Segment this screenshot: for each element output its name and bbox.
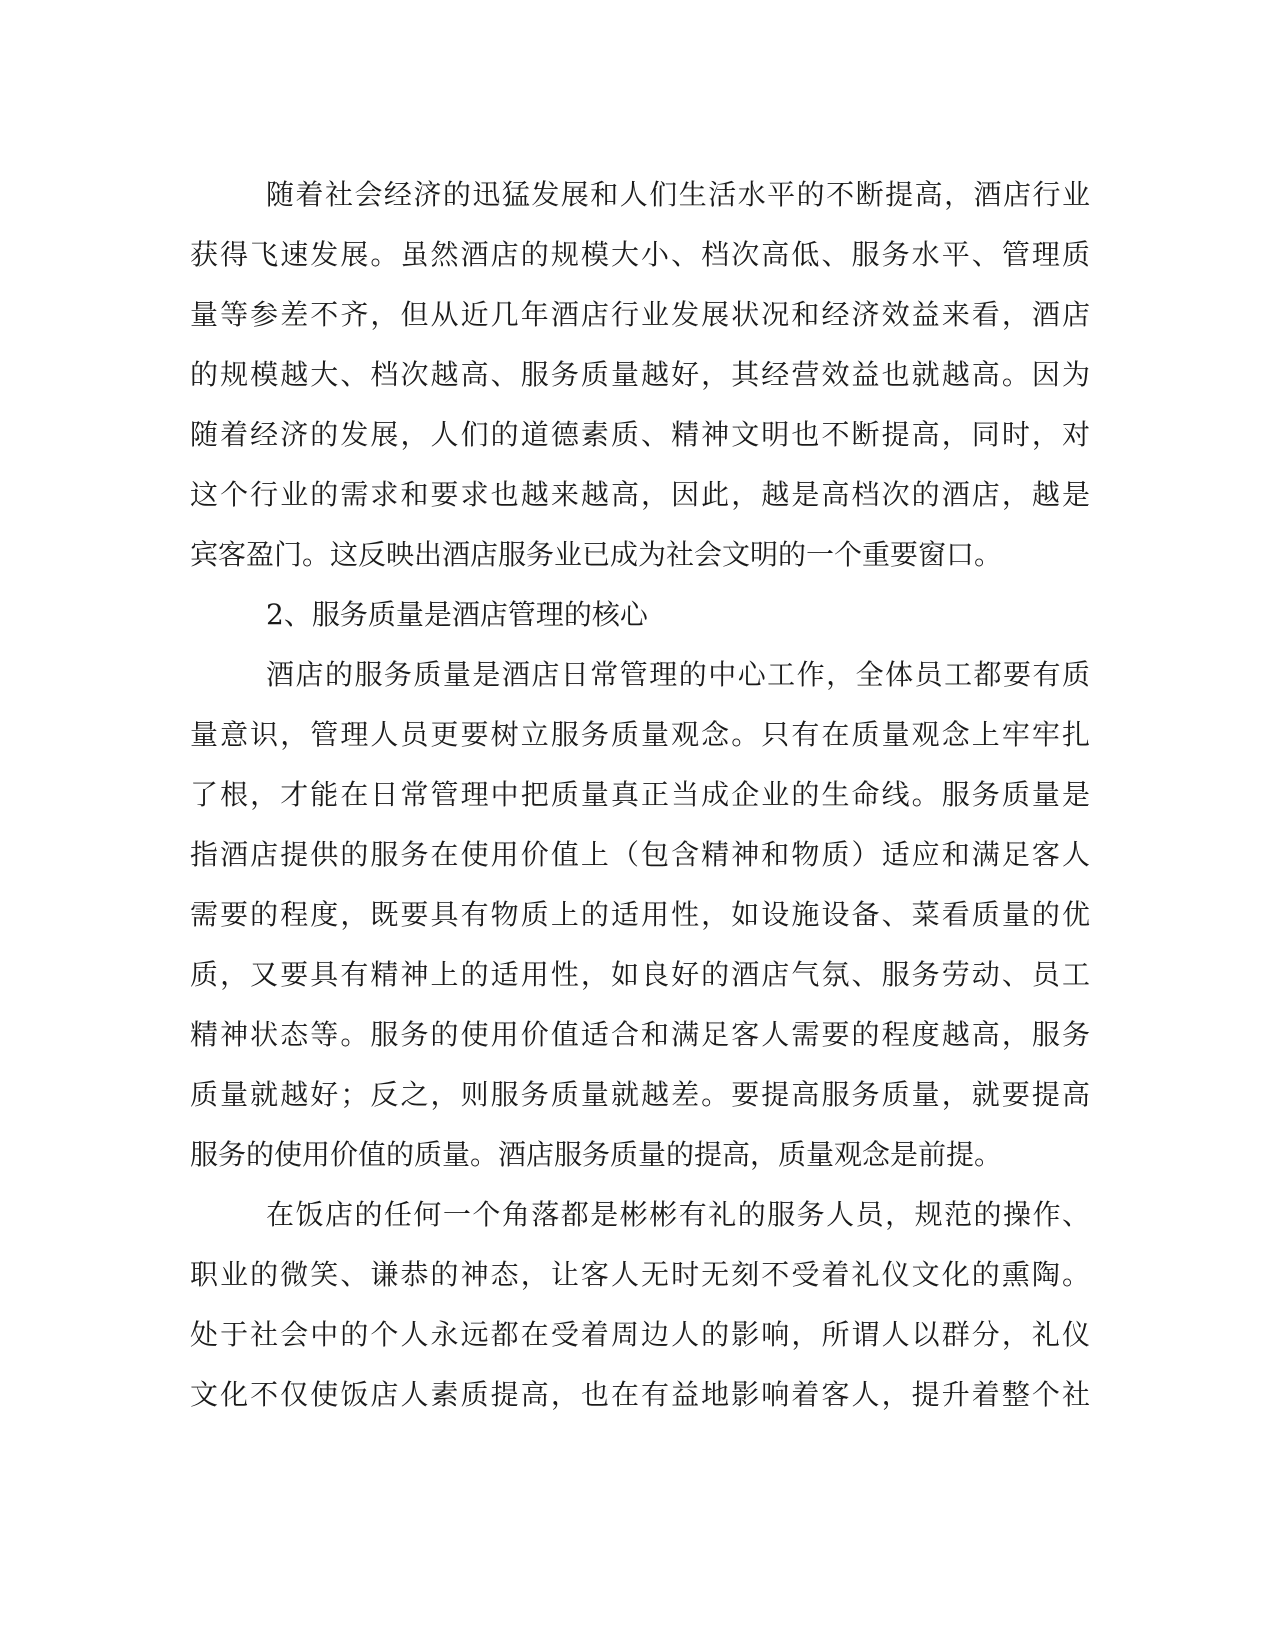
section-heading: 2、服务质量是酒店管理的核心: [266, 598, 648, 631]
paragraph-3-line-4: 文化不仅使饭店人素质提高，也在有益地影响着客人，提升着整个社: [190, 1378, 1090, 1411]
paragraph-2-line-3: 了根，才能在日常管理中把质量真正当成企业的生命线。服务质量是: [190, 778, 1090, 811]
body-text: [190, 165, 1090, 1425]
paragraph-1-line-5: 随着经济的发展，人们的道德素质、精神文明也不断提高，同时，对: [190, 418, 1090, 451]
paragraph-3-line-2: 职业的微笑、谦恭的神态，让客人无时无刻不受着礼仪文化的熏陶。: [190, 1258, 1090, 1291]
paragraph-1-line-2: 获得飞速发展。虽然酒店的规模大小、档次高低、服务水平、管理质: [190, 238, 1090, 271]
paragraph-1-line-7: 宾客盈门。这反映出酒店服务业已成为社会文明的一个重要窗口。: [190, 538, 1003, 571]
paragraph-2-line-6: 质，又要具有精神上的适用性，如良好的酒店气氛、服务劳动、员工: [190, 958, 1090, 991]
paragraph-2-line-2: 量意识，管理人员更要树立服务质量观念。只有在质量观念上牢牢扎: [190, 718, 1090, 751]
paragraph-2-line-8: 质量就越好；反之，则服务质量就越差。要提高服务质量，就要提高: [190, 1078, 1090, 1111]
paragraph-3-line-1: 在饭店的任何一个角落都是彬彬有礼的服务人员，规范的操作、: [266, 1198, 1090, 1231]
paragraph-1-line-6: 这个行业的需求和要求也越来越高，因此，越是高档次的酒店，越是: [190, 478, 1090, 511]
paragraph-2-line-5: 需要的程度，既要具有物质上的适用性，如设施设备、菜看质量的优: [190, 898, 1090, 931]
paragraph-1-line-3: 量等参差不齐，但从近几年酒店行业发展状况和经济效益来看，酒店: [190, 298, 1090, 331]
paragraph-1-line-4: 的规模越大、档次越高、服务质量越好，其经营效益也就越高。因为: [190, 358, 1090, 391]
paragraph-1-line-1: 随着社会经济的迅猛发展和人们生活水平的不断提高，酒店行业: [266, 178, 1090, 211]
paragraph-3-line-3: 处于社会中的个人永远都在受着周边人的影响，所谓人以群分，礼仪: [190, 1318, 1090, 1351]
paragraph-2-line-9: 服务的使用价值的质量。酒店服务质量的提高，质量观念是前提。: [190, 1138, 1003, 1171]
paragraph-2-line-7: 精神状态等。服务的使用价值适合和满足客人需要的程度越高，服务: [190, 1018, 1090, 1051]
paragraph-2-line-1: 酒店的服务质量是酒店日常管理的中心工作，全体员工都要有质: [266, 658, 1090, 691]
paragraph-2-line-4: 指酒店提供的服务在使用价值上（包含精神和物质）适应和满足客人: [190, 838, 1090, 871]
